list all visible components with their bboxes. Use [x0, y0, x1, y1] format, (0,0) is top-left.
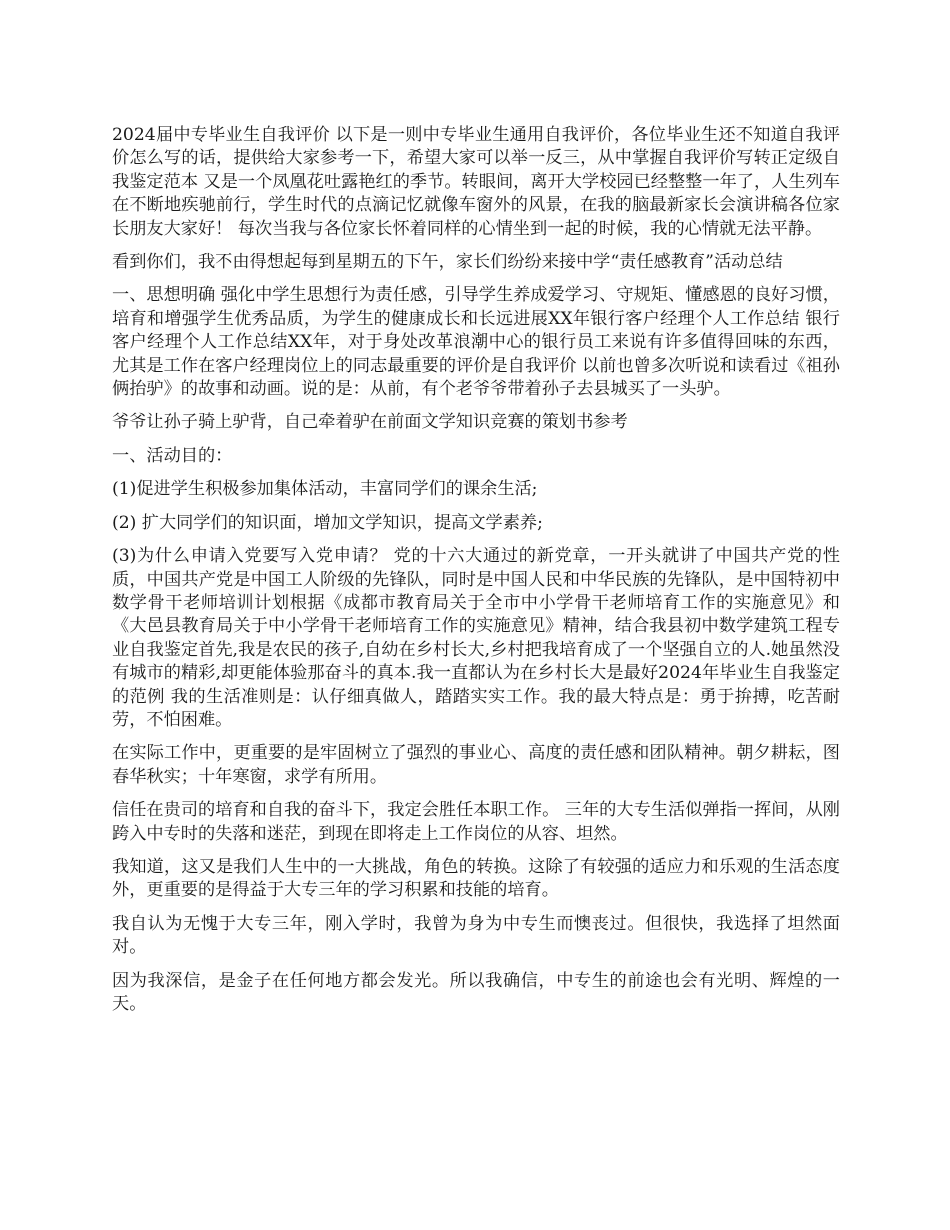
document-body: [112, 124, 840, 1026]
paragraph-8: (3)为什么申请入党要写入党申请？ 党的十六大通过的新党章，一开头就讲了中国共产党的性质，中国共产党是中国工人阶级的先锋队，同时是中国人民和中华民族的先锋队，是中国特初中数学骨干老师培训计划根据《成都市教育局关于全市中小学骨干老师培育工作的实施意见》和《大邑县教育局关于中小学骨干老师培育工作的实施意见》精神，结合我县初中数学建筑工程专业自我鉴定首先,我是农民的孩子,自幼在乡村长大,乡村把我培育成了一个坚强自立的人.她虽然没有城市的精彩,却更能体验那奋斗的真本.我一直都认为在乡村长大是最好2024年毕业生自我鉴定的范例 我的生活准则是：认仔细真做人，踏踏实实工作。我的最大特点是：勇于拚搏，吃苦耐劳，不怕困难。: [112, 546, 840, 730]
paragraph-3: 一、思想明确 强化中学生思想行为责任感，引导学生养成爱学习、守规矩、懂感恩的良好习惯，培育和增强学生优秀品质，为学生的健康成长和长远进展XX年银行客户经理个人工作总结 银行客户经理个人工作总结XX年，对于身处改革浪潮中心的银行员工来说有许多值得回味的东西，尤其是工作在客户经理岗位上的同志最重要的评价是自我评价 以前也曾多次听说和读看过《祖孙俩抬驴》的故事和动画。说的是：从前，有个老爷爷带着孙子去县城买了一头驴。: [112, 285, 840, 400]
paragraph-5: 一、活动目的：: [112, 445, 233, 466]
paragraph-7: (2) 扩大同学们的知识面，增加文学知识，提高文学素养;: [112, 512, 543, 533]
paragraph-9: 在实际工作中，更重要的是牢固树立了强烈的事业心、高度的责任感和团队精神。朝夕耕耘，图春华秋实；十年寒窗，求学有所用。: [112, 743, 840, 787]
paragraph-2: 看到你们，我不由得想起每到星期五的下午，家长们纷纷来接中学“责任感教育”活动总结: [112, 252, 783, 273]
paragraph-13: 因为我深信，是金子在任何地方都会发光。所以我确信，中专生的前途也会有光明、辉煌的一天。: [112, 970, 840, 1014]
paragraph-6: (1)促进学生积极参加集体活动，丰富同学们的课余生活;: [112, 479, 538, 500]
paragraph-4: 爷爷让孙子骑上驴背，自己牵着驴在前面文学知识竞赛的策划书参考: [112, 412, 628, 433]
paragraph-10: 信任在贵司的培育和自我的奋斗下，我定会胜任本职工作。 三年的大专生活似弹指一挥间，从刚跨入中专时的失落和迷茫，到现在即将走上工作岗位的从容、坦然。: [112, 800, 840, 844]
paragraph-11: 我知道，这又是我们人生中的一大挑战，角色的转换。这除了有较强的适应力和乐观的生活态度外，更重要的是得益于大专三年的学习积累和技能的培育。: [112, 856, 840, 901]
paragraph-12: 我自认为无愧于大专三年，刚入学时，我曾为身为中专生而懊丧过。但很快，我选择了坦然面对。: [112, 913, 840, 958]
paragraph-1: 2024届中专毕业生自我评价 以下是一则中专毕业生通用自我评价，各位毕业生还不知道自我评价怎么写的话，提供给大家参考一下，希望大家可以举一反三，从中掌握自我评价写转正定级自我鉴定范本 又是一个凤凰花吐露艳红的季节。转眼间，离开大学校园已经整整一年了，人生列车在不断地疾驰前行，学生时代的点滴记忆就像车窗外的风景，在我的脑最新家长会演讲稿各位家长朋友大家好！ 每次当我与各位家长怀着同样的心情坐到一起的时候，我的心情就无法平静。: [112, 125, 840, 239]
